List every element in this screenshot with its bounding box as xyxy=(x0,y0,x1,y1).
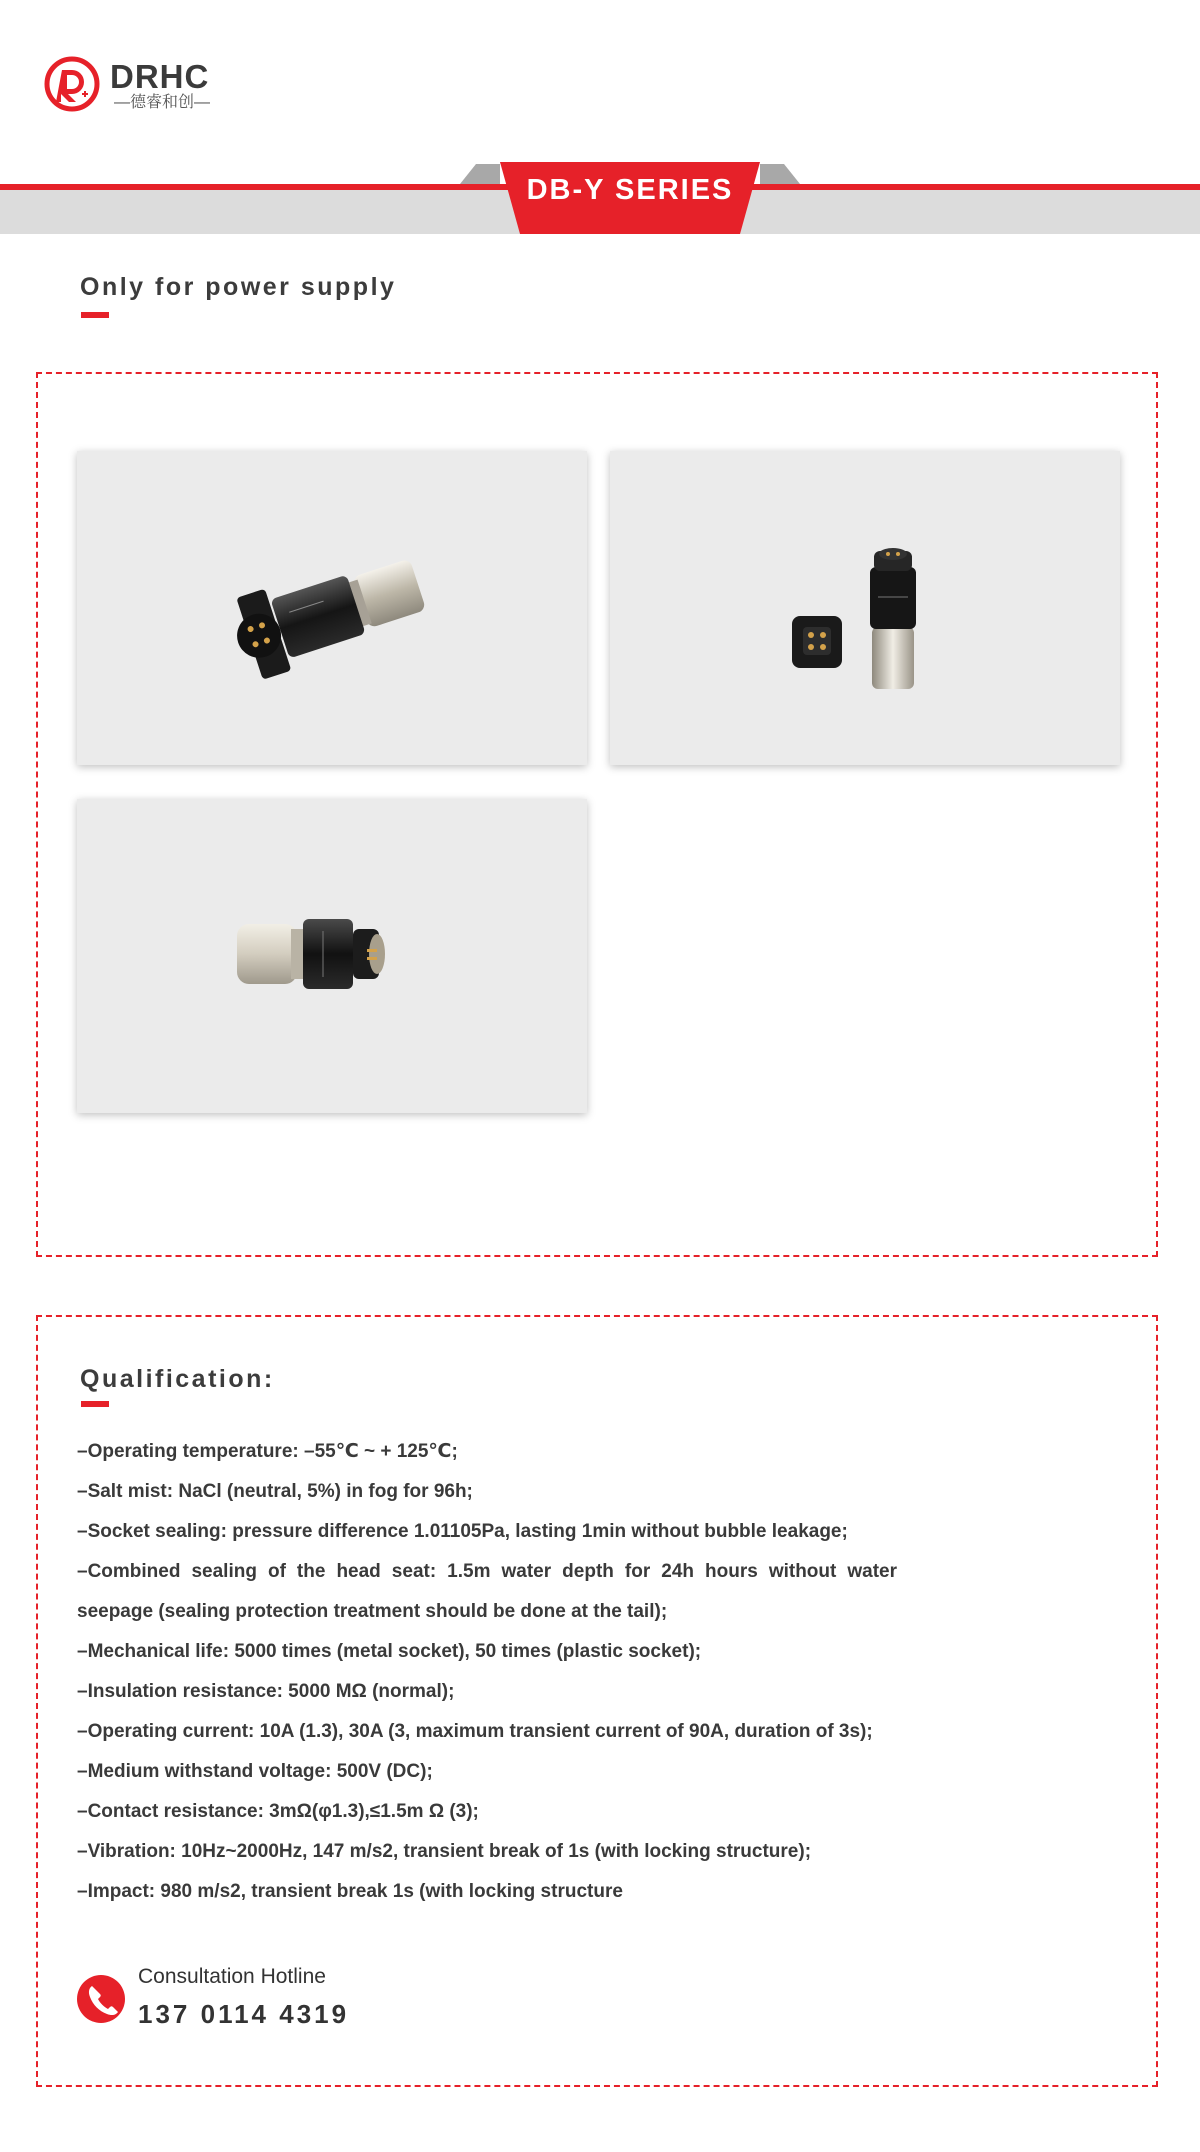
connector-plug-image-3[interactable] xyxy=(77,799,587,1113)
qualification-item: –Mechanical life: 5000 times (metal socket), 50 times (plastic socket); xyxy=(77,1641,702,1662)
qualification-item: –Operating temperature: –55℃ ~ + 125℃; xyxy=(77,1441,458,1462)
qualification-title-underline xyxy=(81,1401,109,1407)
qualification-item: –Insulation resistance: 5000 MΩ (normal); xyxy=(77,1681,455,1702)
connector-side-icon xyxy=(77,799,587,1113)
qualification-item: –Contact resistance: 3mΩ(φ1.3),≤1.5m Ω (3); xyxy=(77,1801,479,1822)
qualification-item: –Combined sealing of the head seat: 1.5m water depth for 24h hours without water seepage (sealing protection treatment should be done at the tail); xyxy=(77,1561,897,1622)
brand-logo[interactable] xyxy=(44,56,224,116)
qualification-title: Qualification: xyxy=(80,1365,275,1393)
intro-title: Only for power supply xyxy=(80,273,397,301)
connector-pair-icon xyxy=(610,451,1120,765)
connector-assembled-icon xyxy=(77,451,587,765)
brand-subtitle: —德睿和创— xyxy=(114,94,211,111)
connector-plug-image-1[interactable] xyxy=(77,451,587,765)
connector-pair-image-2[interactable] xyxy=(610,451,1120,765)
series-title: DB-Y SERIES xyxy=(526,174,734,206)
qualification-item: –Vibration: 10Hz~2000Hz, 147 m/s2, transient break of 1s (with locking structure); xyxy=(77,1841,812,1862)
qualification-item: –Impact: 980 m/s2, transient break 1s (with locking structure xyxy=(77,1881,623,1902)
intro-title-underline xyxy=(81,312,109,318)
qualification-item: –Operating current: 10A (1.3), 30A (3, maximum transient current of 90A, duration of 3s); xyxy=(77,1721,873,1742)
qualification-item: –Salt mist: NaCl (neutral, 5%) in fog for 96h; xyxy=(77,1481,473,1502)
hotline-number[interactable]: 137 0114 4319 xyxy=(138,1999,350,2029)
qualification-item: –Medium withstand voltage: 500V (DC); xyxy=(77,1761,433,1782)
qualification-item: –Socket sealing: pressure difference 1.01105Pa, lasting 1min without bubble leakage; xyxy=(77,1521,848,1542)
phone-icon[interactable] xyxy=(76,1974,126,2024)
brand-name: DRHC xyxy=(110,58,210,95)
qualification-list xyxy=(77,1432,897,1912)
drhc-logo-icon xyxy=(44,56,100,112)
hotline-label: Consultation Hotline xyxy=(138,1965,326,1988)
